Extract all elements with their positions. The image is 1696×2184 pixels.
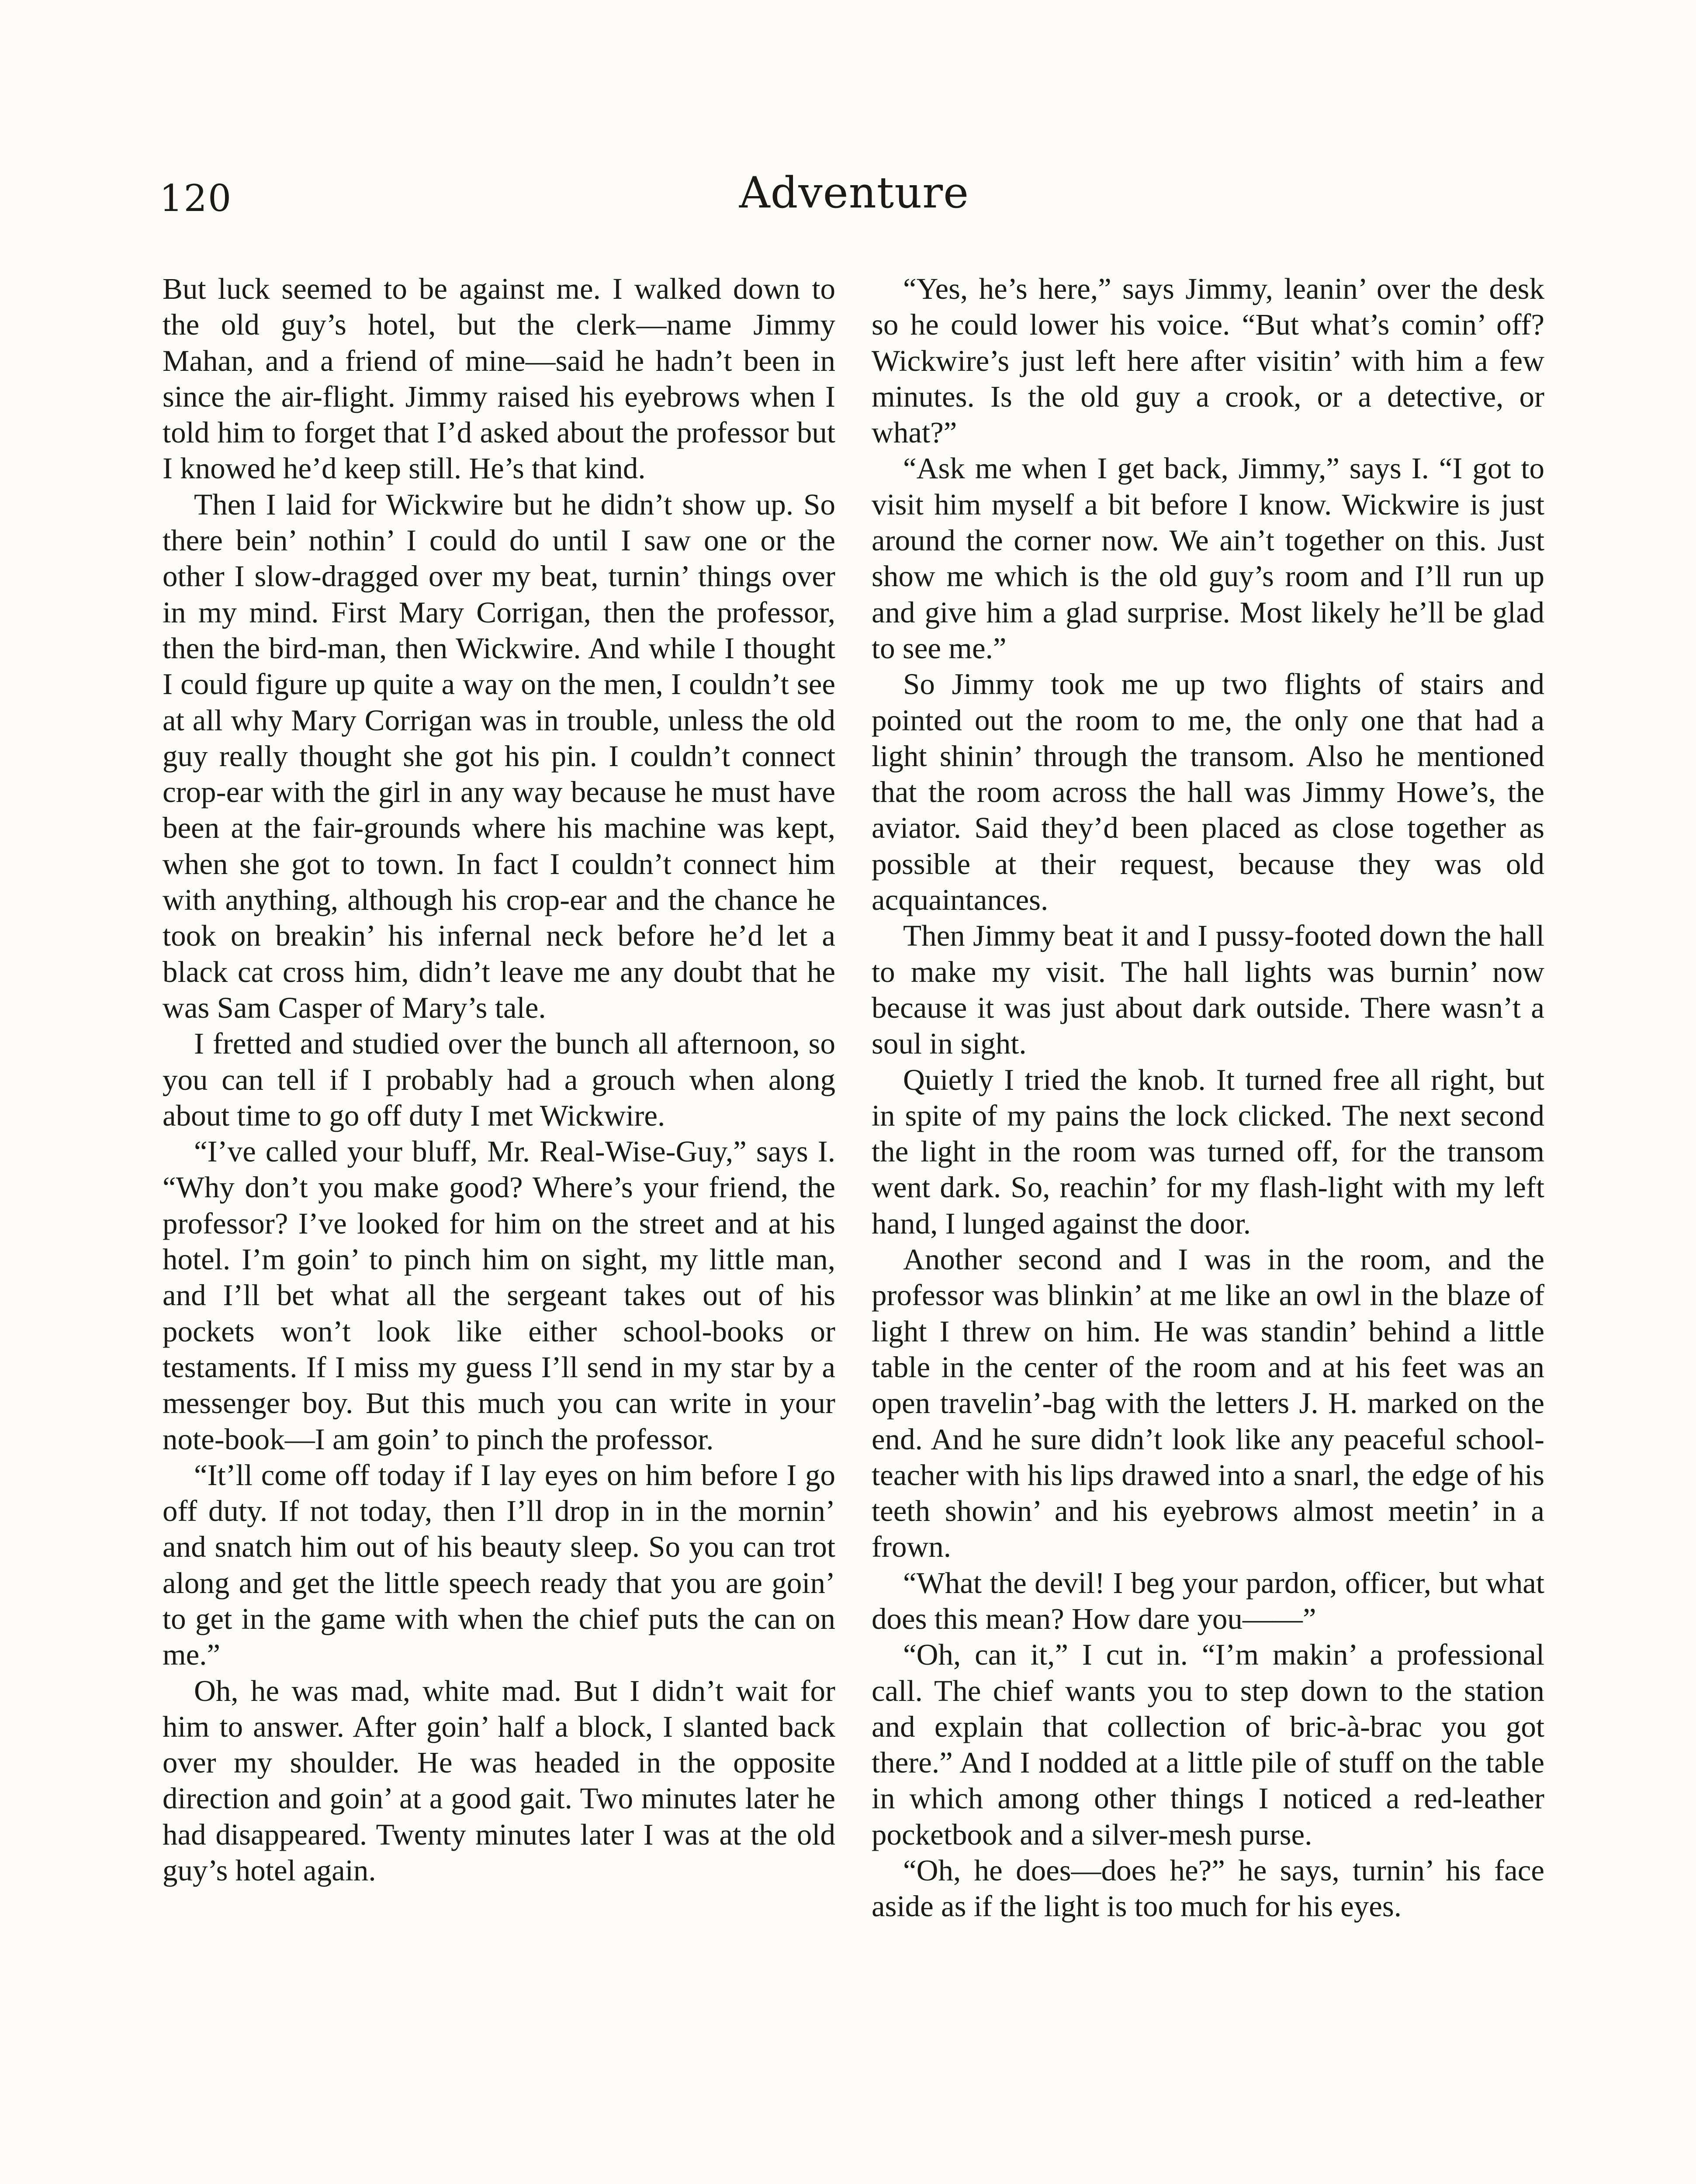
paragraph: So Jimmy took me up two flights of stairs and pointed out the room to me, the only one that had a light shinin’ through the transom. Also he mentioned that the room across the hall was Jimmy Howe’s, the aviator. Said they’d been placed as close together as possible at their request, because they was old acquaintances. <box>872 667 1544 917</box>
paragraph: “Oh, he does—does he?” he says, turnin’ his face aside as if the light is too much for his eyes. <box>872 1854 1544 1923</box>
paragraph: “I’ve called your bluff, Mr. Real-Wise-Guy,” says I. “Why don’t you make good? Where’s your friend, the professor? I’ve looked for him on the street and at his hotel. I’m goin’ to pinch him on sight, my little man, and I’ll bet what all the sergeant takes out of his pockets won’t look like either school-books or testaments. If I miss my guess I’ll send in my star by a messenger boy. But this much you can write in your note-book—I am goin’ to pinch the professor. <box>163 1135 835 1456</box>
paragraph: Oh, he was mad, white mad. But I didn’t wait for him to answer. After goin’ half a block, I slanted back over my shoulder. He was headed in the opposite direction and goin’ at a good gait. Two minutes later he had disappeared. Twenty minutes later I was at the old guy’s hotel again. <box>163 1674 835 1887</box>
paragraph: “Oh, can it,” I cut in. “I’m makin’ a professional call. The chief wants you to step down to the station and explain that collection of bric-à-brac you got there.” And I nodded at a little pile of stuff on the table in which among other things I noticed a red-leather pocketbook and a silver-mesh purse. <box>872 1638 1544 1851</box>
paragraph: “Ask me when I get back, Jimmy,” says I. “I got to visit him myself a bit before I know. Wickwire is just around the corner now. We ain’t together on this. Just show me which is the old guy’s room and I’ll run up and give him a glad surprise. Most likely he’ll be glad to see me.” <box>872 452 1544 665</box>
page-number: 120 <box>159 177 232 220</box>
running-title: Adventure <box>739 168 969 218</box>
page-header <box>159 168 1549 234</box>
left-text-column <box>163 271 835 1888</box>
paragraph: Quietly I tried the knob. It turned free all right, but in spite of my pains the lock clicked. The next second the light in the room was turned off, for the transom went dark. So, reachin’ for my flash-light with my left hand, I lunged against the door. <box>872 1063 1544 1240</box>
paragraph: Another second and I was in the room, and the professor was blinkin’ at me like an owl in the blaze of light I threw on him. He was standin’ behind a little table in the center of the room and at his feet was an open travelin’-bag with the letters J. H. marked on the end. And he sure didn’t look like any peaceful school-teacher with his lips drawed into a snarl, the edge of his teeth showin’ and his eyebrows almost meetin’ in a frown. <box>872 1243 1544 1564</box>
right-text-column <box>872 271 1544 1925</box>
paragraph: Then Jimmy beat it and I pussy-footed down the hall to make my visit. The hall lights was burnin’ now because it was just about dark outside. There wasn’t a soul in sight. <box>872 919 1544 1061</box>
paragraph: “What the devil! I beg your pardon, officer, but what does this mean? How dare you——” <box>872 1566 1544 1635</box>
paragraph: Then I laid for Wickwire but he didn’t show up. So there bein’ nothin’ I could do until I saw one or the other I slow-dragged over my beat, turnin’ things over in my mind. First Mary Corrigan, then the professor, then the bird-man, then Wickwire. And while I thought I could figure up quite a way on the men, I couldn’t see at all why Mary Corrigan was in trouble, unless the old guy really thought she got his pin. I couldn’t connect crop-ear with the girl in any way because he must have been at the fair-grounds where his machine was kept, when she got to town. In fact I couldn’t connect him with anything, although his crop-ear and the chance he took on breakin’ his infernal neck before he’d let a black cat cross him, didn’t leave me any doubt that he was Sam Casper of Mary’s tale. <box>163 487 835 1024</box>
paragraph: I fretted and studied over the bunch all afternoon, so you can tell if I probably had a grouch when along about time to go off duty I met Wickwire. <box>163 1027 835 1132</box>
paragraph: “It’ll come off today if I lay eyes on him before I go off duty. If not today, then I’ll drop in in the mornin’ and snatch him out of his beauty sleep. So you can trot along and get the little speech ready that you are goin’ to get in the game with when the chief puts the can on me.” <box>163 1458 835 1672</box>
paragraph: “Yes, he’s here,” says Jimmy, leanin’ over the desk so he could lower his voice. “But what’s comin’ off? Wickwire’s just left here after visitin’ with him a few minutes. Is the old guy a crook, or a detective, or what?” <box>872 272 1544 449</box>
paragraph: But luck seemed to be against me. I walked down to the old guy’s hotel, but the clerk—name Jimmy Mahan, and a friend of mine—said he hadn’t been in since the air-flight. Jimmy raised his eyebrows when I told him to forget that I’d asked about the professor but I knowed he’d keep still. He’s that kind. <box>163 272 835 485</box>
